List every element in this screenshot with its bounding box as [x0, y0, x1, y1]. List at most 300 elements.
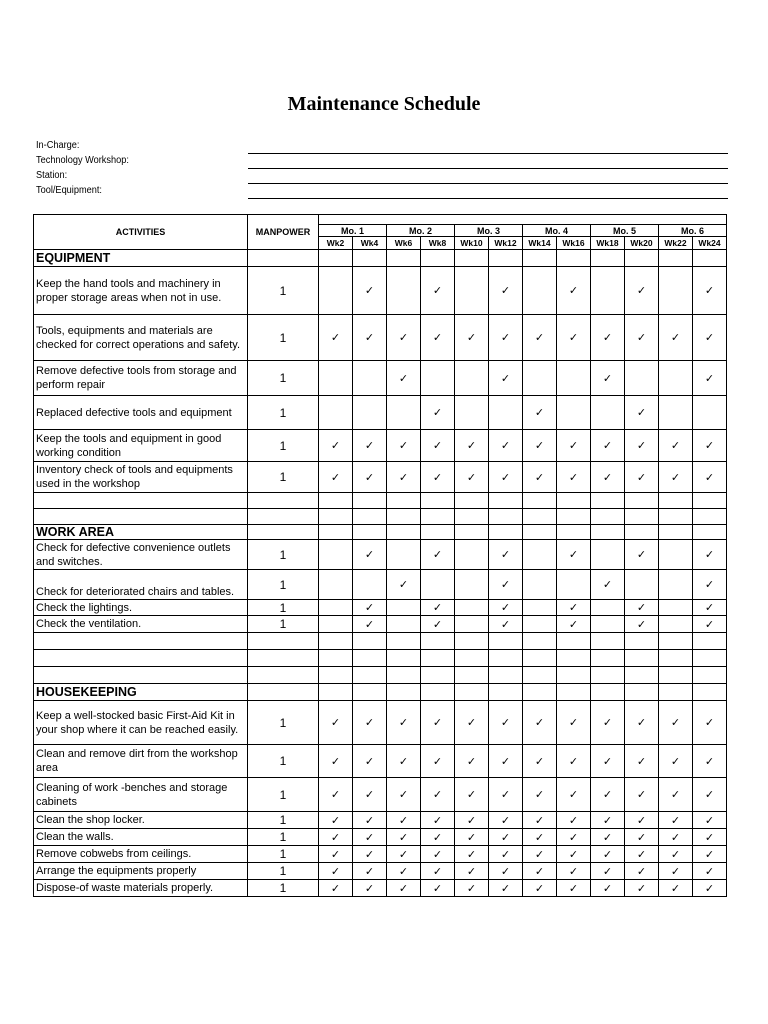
- check-mark-icon: ✓: [421, 430, 455, 462]
- empty-cell: [421, 633, 455, 650]
- activity-row: [34, 540, 727, 570]
- check-mark-icon: ✓: [557, 745, 591, 778]
- empty-cell: [387, 667, 421, 684]
- section-title: HOUSEKEEPING: [34, 684, 248, 701]
- week-header: Wk8: [421, 237, 455, 250]
- check-mark-icon: ✓: [523, 701, 557, 745]
- empty-week-cell: [523, 267, 557, 315]
- week-header: Wk2: [319, 237, 353, 250]
- activity-label: Check the ventilation.: [34, 616, 248, 633]
- empty-week-cell: [625, 361, 659, 396]
- check-mark-icon: ✓: [591, 846, 625, 863]
- check-mark-icon: ✓: [557, 863, 591, 880]
- check-mark-icon: ✓: [659, 829, 693, 846]
- manpower-value: 1: [248, 430, 319, 462]
- check-mark-icon: ✓: [523, 846, 557, 863]
- check-mark-icon: ✓: [557, 616, 591, 633]
- empty-week-cell: [455, 616, 489, 633]
- empty-cell: [387, 684, 421, 701]
- week-header: Wk4: [353, 237, 387, 250]
- month-header: Mo. 3: [455, 225, 523, 237]
- empty-week-cell: [489, 396, 523, 430]
- check-mark-icon: ✓: [387, 812, 421, 829]
- empty-cell: [523, 509, 557, 525]
- manpower-value: 1: [248, 778, 319, 812]
- empty-week-cell: [591, 616, 625, 633]
- section-row: [34, 525, 727, 540]
- check-mark-icon: ✓: [489, 829, 523, 846]
- empty-cell: [523, 493, 557, 509]
- empty-cell: [387, 633, 421, 650]
- empty-cell: [353, 650, 387, 667]
- check-mark-icon: ✓: [455, 812, 489, 829]
- check-mark-icon: ✓: [489, 880, 523, 897]
- activity-row: [34, 361, 727, 396]
- activity-label: Keep the hand tools and machinery in proper storage areas when not in use.: [34, 267, 248, 315]
- empty-cell: [557, 684, 591, 701]
- check-mark-icon: ✓: [489, 812, 523, 829]
- empty-cell: [489, 633, 523, 650]
- check-mark-icon: ✓: [659, 880, 693, 897]
- empty-cell: [387, 525, 421, 540]
- empty-cell: [625, 684, 659, 701]
- check-mark-icon: ✓: [693, 616, 727, 633]
- check-mark-icon: ✓: [557, 430, 591, 462]
- check-mark-icon: ✓: [387, 829, 421, 846]
- empty-week-cell: [421, 570, 455, 600]
- section-title: EQUIPMENT: [34, 250, 248, 267]
- empty-cell: [248, 493, 319, 509]
- check-mark-icon: ✓: [693, 812, 727, 829]
- check-mark-icon: ✓: [523, 315, 557, 361]
- activity-label: Check the lightings.: [34, 600, 248, 616]
- empty-week-cell: [659, 396, 693, 430]
- empty-week-cell: [353, 361, 387, 396]
- check-mark-icon: ✓: [523, 829, 557, 846]
- empty-cell: [659, 633, 693, 650]
- check-mark-icon: ✓: [523, 778, 557, 812]
- activity-row: [34, 829, 727, 846]
- empty-cell: [319, 250, 353, 267]
- check-mark-icon: ✓: [523, 430, 557, 462]
- empty-cell: [693, 509, 727, 525]
- check-mark-icon: ✓: [421, 863, 455, 880]
- fill-in-line[interactable]: [248, 198, 728, 199]
- empty-cell: [489, 509, 523, 525]
- check-mark-icon: ✓: [523, 812, 557, 829]
- empty-cell: [34, 509, 248, 525]
- empty-week-cell: [659, 540, 693, 570]
- empty-cell: [421, 684, 455, 701]
- check-mark-icon: ✓: [319, 430, 353, 462]
- check-mark-icon: ✓: [489, 462, 523, 493]
- check-mark-icon: ✓: [489, 616, 523, 633]
- week-header: Wk12: [489, 237, 523, 250]
- empty-cell: [625, 525, 659, 540]
- check-mark-icon: ✓: [591, 701, 625, 745]
- check-mark-icon: ✓: [625, 267, 659, 315]
- check-mark-icon: ✓: [591, 570, 625, 600]
- empty-week-cell: [387, 396, 421, 430]
- empty-cell: [34, 650, 248, 667]
- check-mark-icon: ✓: [489, 778, 523, 812]
- empty-cell: [353, 667, 387, 684]
- check-mark-icon: ✓: [693, 829, 727, 846]
- empty-cell: [659, 667, 693, 684]
- check-mark-icon: ✓: [455, 829, 489, 846]
- field-label: Technology Workshop:: [36, 155, 129, 166]
- activity-row: [34, 745, 727, 778]
- empty-cell: [319, 633, 353, 650]
- empty-week-cell: [455, 540, 489, 570]
- empty-cell: [523, 684, 557, 701]
- empty-cell: [489, 684, 523, 701]
- empty-cell: [625, 493, 659, 509]
- check-mark-icon: ✓: [319, 880, 353, 897]
- check-mark-icon: ✓: [523, 863, 557, 880]
- check-mark-icon: ✓: [353, 812, 387, 829]
- section-row: [34, 250, 727, 267]
- empty-cell: [248, 509, 319, 525]
- empty-week-cell: [557, 570, 591, 600]
- field-label: Tool/Equipment:: [36, 185, 102, 196]
- activity-row: [34, 701, 727, 745]
- empty-week-cell: [659, 616, 693, 633]
- check-mark-icon: ✓: [319, 846, 353, 863]
- empty-cell: [591, 493, 625, 509]
- activity-label: Replaced defective tools and equipment: [34, 396, 248, 430]
- check-mark-icon: ✓: [353, 863, 387, 880]
- check-mark-icon: ✓: [523, 396, 557, 430]
- empty-cell: [591, 633, 625, 650]
- manpower-value: 1: [248, 616, 319, 633]
- empty-week-cell: [523, 570, 557, 600]
- check-mark-icon: ✓: [693, 361, 727, 396]
- check-mark-icon: ✓: [557, 462, 591, 493]
- blank-row: [34, 493, 727, 509]
- check-mark-icon: ✓: [557, 600, 591, 616]
- activity-label: Tools, equipments and materials are checked for correct operations and safety.: [34, 315, 248, 361]
- empty-cell: [319, 650, 353, 667]
- check-mark-icon: ✓: [387, 745, 421, 778]
- check-mark-icon: ✓: [353, 616, 387, 633]
- empty-cell: [455, 250, 489, 267]
- activity-row: [34, 846, 727, 863]
- check-mark-icon: ✓: [693, 745, 727, 778]
- check-mark-icon: ✓: [625, 616, 659, 633]
- check-mark-icon: ✓: [353, 745, 387, 778]
- check-mark-icon: ✓: [489, 267, 523, 315]
- check-mark-icon: ✓: [659, 745, 693, 778]
- check-mark-icon: ✓: [591, 829, 625, 846]
- maintenance-schedule-table: [33, 214, 727, 897]
- activity-row: [34, 600, 727, 616]
- empty-cell: [557, 650, 591, 667]
- empty-week-cell: [591, 540, 625, 570]
- empty-cell: [659, 509, 693, 525]
- manpower-value: 1: [248, 540, 319, 570]
- empty-week-cell: [387, 616, 421, 633]
- check-mark-icon: ✓: [591, 315, 625, 361]
- check-mark-icon: ✓: [693, 430, 727, 462]
- field-label: In-Charge:: [36, 140, 80, 151]
- empty-cell: [659, 684, 693, 701]
- activity-row: [34, 616, 727, 633]
- check-mark-icon: ✓: [319, 812, 353, 829]
- activity-row: [34, 778, 727, 812]
- activity-row: [34, 880, 727, 897]
- check-mark-icon: ✓: [387, 880, 421, 897]
- check-mark-icon: ✓: [353, 600, 387, 616]
- manpower-value: 1: [248, 570, 319, 600]
- check-mark-icon: ✓: [489, 600, 523, 616]
- empty-week-cell: [319, 267, 353, 315]
- check-mark-icon: ✓: [557, 267, 591, 315]
- check-mark-icon: ✓: [591, 462, 625, 493]
- check-mark-icon: ✓: [625, 430, 659, 462]
- activity-label: Clean and remove dirt from the workshop area: [34, 745, 248, 778]
- empty-cell: [34, 667, 248, 684]
- blank-row: [34, 633, 727, 650]
- check-mark-icon: ✓: [421, 462, 455, 493]
- check-mark-icon: ✓: [387, 430, 421, 462]
- empty-week-cell: [591, 267, 625, 315]
- empty-cell: [421, 250, 455, 267]
- check-mark-icon: ✓: [319, 778, 353, 812]
- field-in-charge: [36, 140, 728, 155]
- activity-label: Arrange the equipments properly: [34, 863, 248, 880]
- check-mark-icon: ✓: [353, 701, 387, 745]
- check-mark-icon: ✓: [557, 778, 591, 812]
- activity-row: [34, 570, 727, 600]
- check-mark-icon: ✓: [455, 778, 489, 812]
- empty-cell: [319, 509, 353, 525]
- empty-cell: [659, 493, 693, 509]
- empty-week-cell: [693, 396, 727, 430]
- empty-cell: [387, 509, 421, 525]
- empty-cell: [319, 667, 353, 684]
- check-mark-icon: ✓: [659, 462, 693, 493]
- empty-cell: [659, 525, 693, 540]
- fill-in-line[interactable]: [248, 168, 728, 169]
- empty-week-cell: [557, 361, 591, 396]
- check-mark-icon: ✓: [693, 863, 727, 880]
- week-header: Wk10: [455, 237, 489, 250]
- check-mark-icon: ✓: [421, 267, 455, 315]
- activity-label: Remove cobwebs from ceilings.: [34, 846, 248, 863]
- page-title: Maintenance Schedule: [287, 93, 481, 115]
- fill-in-line[interactable]: [248, 183, 728, 184]
- check-mark-icon: ✓: [523, 462, 557, 493]
- check-mark-icon: ✓: [591, 880, 625, 897]
- check-mark-icon: ✓: [319, 829, 353, 846]
- empty-cell: [34, 633, 248, 650]
- check-mark-icon: ✓: [523, 745, 557, 778]
- check-mark-icon: ✓: [557, 701, 591, 745]
- check-mark-icon: ✓: [455, 745, 489, 778]
- check-mark-icon: ✓: [625, 540, 659, 570]
- empty-cell: [455, 633, 489, 650]
- check-mark-icon: ✓: [421, 778, 455, 812]
- empty-cell: [455, 509, 489, 525]
- manpower-value: 1: [248, 829, 319, 846]
- manpower-value: 1: [248, 846, 319, 863]
- check-mark-icon: ✓: [693, 570, 727, 600]
- check-mark-icon: ✓: [421, 880, 455, 897]
- check-mark-icon: ✓: [387, 846, 421, 863]
- empty-cell: [591, 509, 625, 525]
- check-mark-icon: ✓: [693, 540, 727, 570]
- empty-cell: [319, 525, 353, 540]
- check-mark-icon: ✓: [421, 701, 455, 745]
- empty-cell: [248, 525, 319, 540]
- activity-label: Remove defective tools from storage and perform repair: [34, 361, 248, 396]
- empty-cell: [523, 650, 557, 667]
- section-row: [34, 684, 727, 701]
- check-mark-icon: ✓: [557, 540, 591, 570]
- manpower-value: 1: [248, 267, 319, 315]
- empty-cell: [353, 509, 387, 525]
- week-header: Wk16: [557, 237, 591, 250]
- empty-week-cell: [455, 396, 489, 430]
- empty-week-cell: [557, 396, 591, 430]
- empty-cell: [693, 667, 727, 684]
- empty-cell: [557, 633, 591, 650]
- activity-label: Clean the walls.: [34, 829, 248, 846]
- check-mark-icon: ✓: [659, 863, 693, 880]
- check-mark-icon: ✓: [625, 829, 659, 846]
- empty-cell: [591, 684, 625, 701]
- check-mark-icon: ✓: [625, 778, 659, 812]
- empty-week-cell: [387, 267, 421, 315]
- check-mark-icon: ✓: [353, 829, 387, 846]
- empty-cell: [455, 684, 489, 701]
- empty-cell: [625, 250, 659, 267]
- empty-week-cell: [319, 570, 353, 600]
- activity-row: [34, 863, 727, 880]
- empty-cell: [421, 493, 455, 509]
- check-mark-icon: ✓: [319, 462, 353, 493]
- check-mark-icon: ✓: [353, 315, 387, 361]
- empty-cell: [248, 650, 319, 667]
- empty-cell: [557, 493, 591, 509]
- check-mark-icon: ✓: [455, 701, 489, 745]
- blank-row: [34, 650, 727, 667]
- empty-week-cell: [319, 396, 353, 430]
- empty-cell: [591, 650, 625, 667]
- manpower-value: 1: [248, 880, 319, 897]
- check-mark-icon: ✓: [489, 315, 523, 361]
- check-mark-icon: ✓: [421, 396, 455, 430]
- check-mark-icon: ✓: [353, 267, 387, 315]
- check-mark-icon: ✓: [353, 540, 387, 570]
- empty-cell: [523, 250, 557, 267]
- activity-label: Inventory check of tools and equipments used in the workshop: [34, 462, 248, 493]
- empty-week-cell: [319, 540, 353, 570]
- blank-row: [34, 667, 727, 684]
- check-mark-icon: ✓: [659, 846, 693, 863]
- check-mark-icon: ✓: [591, 812, 625, 829]
- empty-week-cell: [591, 600, 625, 616]
- check-mark-icon: ✓: [353, 846, 387, 863]
- check-mark-icon: ✓: [387, 462, 421, 493]
- week-header: Wk24: [693, 237, 727, 250]
- check-mark-icon: ✓: [455, 863, 489, 880]
- empty-cell: [455, 493, 489, 509]
- empty-cell: [693, 633, 727, 650]
- empty-week-cell: [319, 600, 353, 616]
- empty-week-cell: [523, 361, 557, 396]
- check-mark-icon: ✓: [591, 778, 625, 812]
- check-mark-icon: ✓: [387, 701, 421, 745]
- check-mark-icon: ✓: [421, 315, 455, 361]
- activity-label: Dispose-of waste materials properly.: [34, 880, 248, 897]
- check-mark-icon: ✓: [489, 863, 523, 880]
- empty-cell: [34, 493, 248, 509]
- empty-week-cell: [455, 600, 489, 616]
- empty-cell: [489, 667, 523, 684]
- check-mark-icon: ✓: [625, 701, 659, 745]
- check-mark-icon: ✓: [319, 745, 353, 778]
- check-mark-icon: ✓: [625, 812, 659, 829]
- week-header: Wk6: [387, 237, 421, 250]
- manpower-value: 1: [248, 462, 319, 493]
- fill-in-line[interactable]: [248, 153, 728, 154]
- activity-row: [34, 430, 727, 462]
- empty-cell: [693, 493, 727, 509]
- empty-week-cell: [387, 600, 421, 616]
- check-mark-icon: ✓: [455, 880, 489, 897]
- empty-week-cell: [625, 570, 659, 600]
- check-mark-icon: ✓: [421, 812, 455, 829]
- check-mark-icon: ✓: [387, 570, 421, 600]
- check-mark-icon: ✓: [489, 430, 523, 462]
- empty-week-cell: [319, 616, 353, 633]
- empty-cell: [489, 250, 523, 267]
- check-mark-icon: ✓: [455, 462, 489, 493]
- empty-cell: [455, 650, 489, 667]
- empty-cell: [693, 250, 727, 267]
- empty-cell: [625, 650, 659, 667]
- empty-cell: [353, 250, 387, 267]
- check-mark-icon: ✓: [489, 846, 523, 863]
- empty-cell: [591, 525, 625, 540]
- check-mark-icon: ✓: [455, 430, 489, 462]
- empty-cell: [693, 684, 727, 701]
- month-header: Mo. 1: [319, 225, 387, 237]
- empty-week-cell: [523, 540, 557, 570]
- empty-cell: [693, 650, 727, 667]
- check-mark-icon: ✓: [659, 430, 693, 462]
- check-mark-icon: ✓: [455, 846, 489, 863]
- check-mark-icon: ✓: [625, 880, 659, 897]
- activity-label: Keep a well-stocked basic First-Aid Kit in your shop where it can be reached easily.: [34, 701, 248, 745]
- check-mark-icon: ✓: [557, 315, 591, 361]
- activity-row: [34, 315, 727, 361]
- month-header: Mo. 4: [523, 225, 591, 237]
- check-mark-icon: ✓: [659, 778, 693, 812]
- check-mark-icon: ✓: [421, 600, 455, 616]
- activity-row: [34, 267, 727, 315]
- check-mark-icon: ✓: [421, 616, 455, 633]
- check-mark-icon: ✓: [693, 267, 727, 315]
- check-mark-icon: ✓: [421, 745, 455, 778]
- empty-cell: [625, 633, 659, 650]
- empty-week-cell: [523, 616, 557, 633]
- field-technology-workshop: [36, 155, 728, 170]
- empty-week-cell: [523, 600, 557, 616]
- check-mark-icon: ✓: [455, 315, 489, 361]
